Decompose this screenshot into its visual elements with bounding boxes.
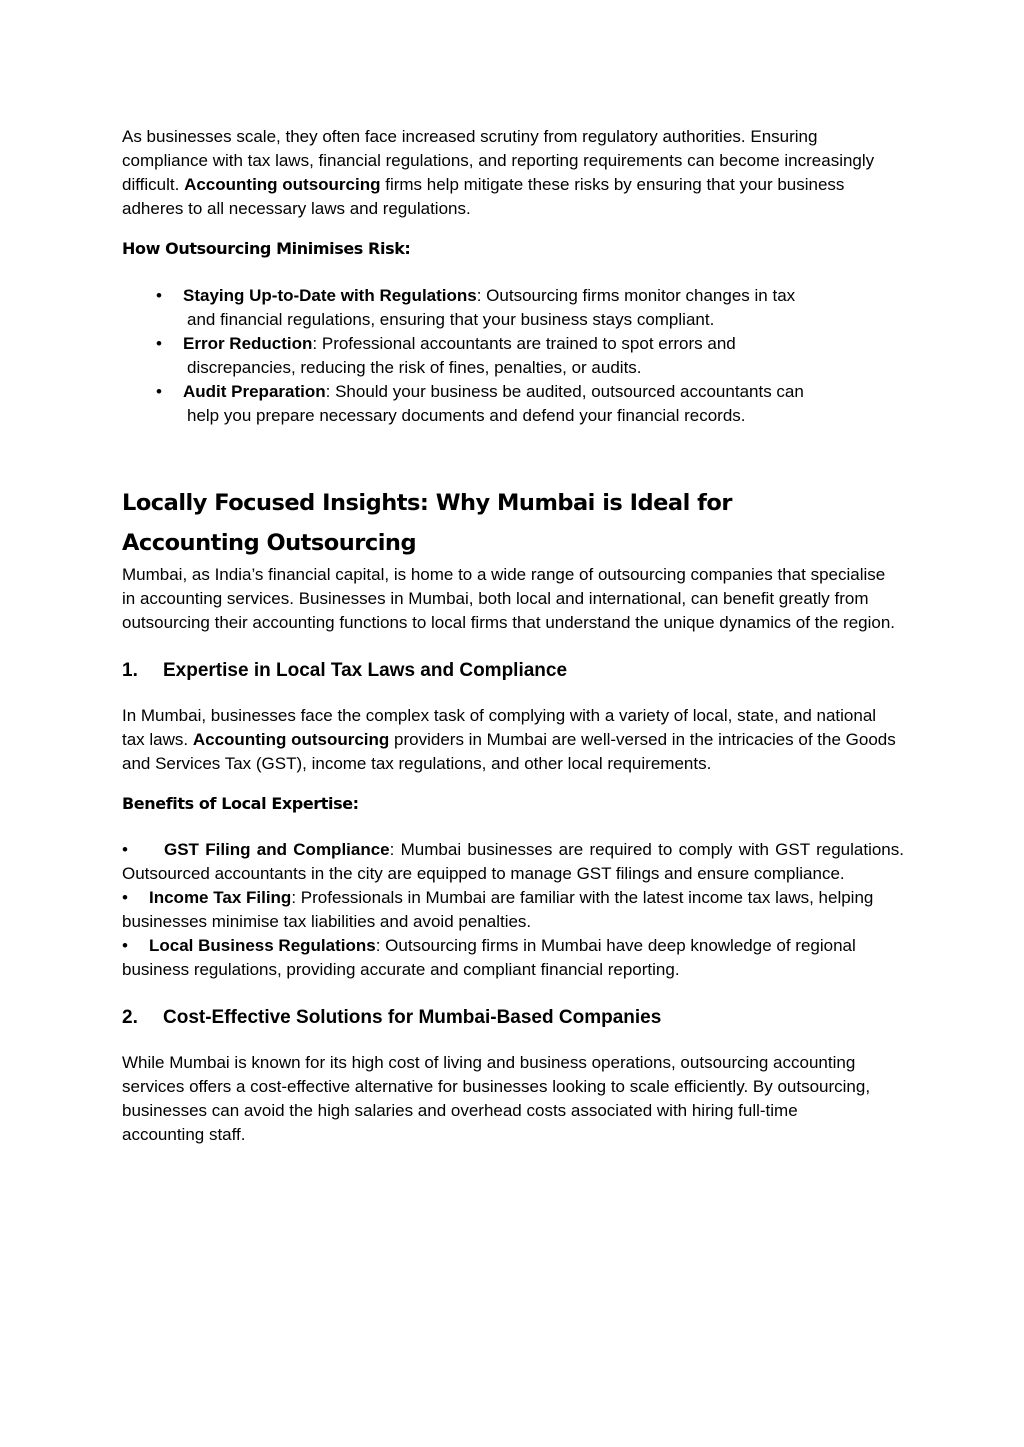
bullet-marker: •: [156, 382, 162, 401]
point2-title: Cost-Effective Solutions for Mumbai-Based Companies: [163, 1007, 662, 1028]
bullet-term: Income Tax Filing: [149, 888, 292, 907]
bullet-marker: •: [122, 888, 128, 907]
bullet-marker: •: [156, 334, 162, 353]
point1-title: Expertise in Local Tax Laws and Compliance: [163, 660, 568, 681]
benefit-bullet-item: • GST Filing and Compliance: Mumbai businesses are required to comply with GST regulations. Outsourced accountants in the city are equipped to manage GST filings and ensure compliance.: [122, 840, 904, 883]
bullet-term: Local Business Regulations: [149, 936, 376, 955]
risk-bullet-list: [122, 284, 904, 428]
bullet-term: GST Filing and Compliance: [164, 840, 390, 859]
point2-number: 2.: [122, 1007, 138, 1028]
mumbai-intro-paragraph: Mumbai, as India’s financial capital, is home to a wide range of outsourcing companies that specialise in accounting services. Businesses in Mumbai, both local and international, can benefit greatly from outsourcing their accounting functions to local firms that understand the unique dynamics of the region.: [122, 565, 896, 632]
benefit-bullet-list: [122, 838, 904, 982]
intro-bold-term: Accounting outsourcing: [184, 175, 381, 194]
benefit-bullet-item: • Income Tax Filing: Professionals in Mumbai are familiar with the latest income tax laws, helping businesses minimise tax liabilities and avoid penalties.: [122, 888, 874, 931]
bullet-marker: •: [122, 840, 128, 859]
risk-bullet-item: • Audit Preparation: Should your business be audited, outsourced accountants can help you prepare necessary documents and defend your financial records.: [156, 382, 804, 425]
intro-text-end: firms help mitigate these risks by ensuring that your business adheres to all necessary laws and regulations.: [122, 175, 845, 218]
bullet-marker: •: [156, 286, 162, 305]
risk-heading: How Outsourcing Minimises Risk:: [122, 239, 411, 258]
bullet-term: Staying Up-to-Date with Regulations: [183, 286, 477, 305]
page-content: [122, 125, 904, 1147]
intro-paragraph: [122, 125, 897, 221]
risk-bullet-item: • Error Reduction: Professional accountants are trained to spot errors and discrepancies, reducing the risk of fines, penalties, or audits.: [156, 334, 736, 377]
benefits-heading: Benefits of Local Expertise:: [122, 794, 359, 813]
bullet-marker: •: [122, 936, 128, 955]
section-heading: Locally Focused Insights: Why Mumbai is Ideal for Accounting Outsourcing: [122, 490, 732, 556]
point1-number: 1.: [122, 660, 138, 681]
intro-text: As businesses scale, they often face increased scrutiny from regulatory authorities. Ensuring compliance with tax laws, financial regulations, and reporting requirements can become increasingly difficult.: [122, 127, 875, 194]
point1-bold-term: Accounting outsourcing: [192, 730, 390, 749]
bullet-term: Error Reduction: [183, 334, 313, 353]
point2-paragraph: While Mumbai is known for its high cost of living and business operations, outsourcing accounting services offers a cost-effective alternative for businesses looking to scale efficiently. By outsourcing, businesses can avoid the high salaries and overhead costs associated with hiring full-time accounting staff.: [122, 1053, 871, 1144]
benefit-bullet-item: • Local Business Regulations: Outsourcing firms in Mumbai have deep knowledge of regional business regulations, providing accurate and compliant financial reporting.: [122, 936, 856, 979]
bullet-term: Audit Preparation: [183, 382, 326, 401]
point1-heading: [122, 659, 904, 683]
point2-heading: [122, 1006, 904, 1030]
risk-bullet-item: • Staying Up-to-Date with Regulations: Outsourcing firms monitor changes in tax and financial regulations, ensuring that your business stays compliant.: [156, 286, 796, 329]
point1-paragraph: In Mumbai, businesses face the complex task of complying with a variety of local, state, and national tax laws. Accounting outsourcing providers in Mumbai are well-versed in the intricacies of the Goods and Services Tax (GST), income tax regulations, and other local requirements.: [122, 706, 896, 773]
